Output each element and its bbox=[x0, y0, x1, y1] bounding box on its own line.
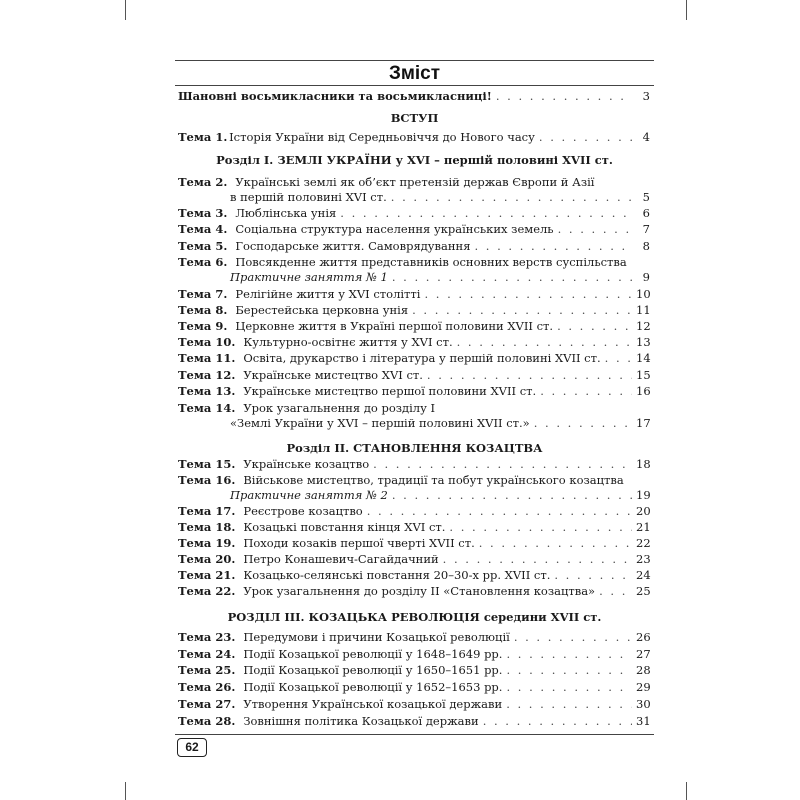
toc-entry: Тема 14. Урок узагальнення до розділу І bbox=[178, 401, 436, 415]
toc-entry: Тема 16. Військове мистецтво, традиції та побут українського козацтва bbox=[178, 473, 624, 487]
toc-entry: Тема 21. Козацько-селянські повстання 20–30-х рр. XVII ст. . . . 24 bbox=[178, 567, 650, 583]
toc-entry: Тема 19. Походи козаків першої чверті XVII ст. . . . 22 bbox=[178, 535, 650, 551]
toc-entry: Тема 10. Культурно-освітнє життя у XVI ст. . . . 13 bbox=[178, 334, 650, 350]
section-heading: РОЗДІЛ ІІІ. КОЗАЦЬКА РЕВОЛЮЦІЯ середини XVII ст. bbox=[227, 610, 602, 624]
page-title: Зміст bbox=[388, 63, 441, 84]
section-heading: Розділ І. ЗЕМЛІ УКРАЇНИ у XVI – першій половині XVII ст. bbox=[216, 153, 613, 167]
toc-entry-continued: «Землі України у XVI – першій половині XVII ст.» . . . 17 bbox=[178, 415, 650, 431]
top-rule bbox=[175, 60, 654, 61]
toc-entry: Тема 11. Освіта, друкарство і література у першій половині XVII ст. . . . 14 bbox=[178, 350, 650, 366]
toc-entry: Тема 23. Передумови і причини Козацької революції . . . 26 bbox=[178, 629, 650, 645]
crop-mark bbox=[125, 782, 126, 800]
toc-entry: Тема 3. Люблінська унія . . . 6 bbox=[178, 205, 650, 221]
bottom-rule bbox=[175, 734, 654, 735]
toc-entry: Тема 1. Історія України від Середньовіччя до Нового часу . . . 4 bbox=[178, 129, 650, 145]
toc-entry-continued: Практичне заняття № 1 . . . 9 bbox=[178, 269, 650, 285]
toc-entry: Тема 25. Події Козацької революції у 1650–1651 рр. . . . 28 bbox=[178, 662, 650, 678]
toc-entry: Тема 12. Українське мистецтво XVI ст. . . . 15 bbox=[178, 367, 650, 383]
toc-entry: Тема 28. Зовнішня політика Козацької держави . . . 31 bbox=[178, 713, 650, 729]
section-heading: ВСТУП bbox=[390, 111, 439, 125]
toc-entry: Тема 7. Релігійне життя у XVI столітті . . . 10 bbox=[178, 286, 650, 302]
crop-mark bbox=[125, 0, 126, 20]
crop-mark bbox=[686, 782, 687, 800]
toc-entry: Тема 5. Господарське життя. Самоврядування . . . 8 bbox=[178, 238, 650, 254]
crop-mark bbox=[686, 0, 687, 20]
toc-entry: Тема 22. Урок узагальнення до розділу ІІ «Становлення козацтва» . . . 25 bbox=[178, 583, 650, 599]
toc-entry: Тема 8. Берестейська церковна унія . . . 11 bbox=[178, 302, 650, 318]
toc-entry: Тема 15. Українське козацтво . . . 18 bbox=[178, 456, 650, 472]
page-number: 62 bbox=[177, 738, 207, 757]
title-rule bbox=[175, 85, 654, 86]
toc-entry: Тема 17. Реєстрове козацтво . . . 20 bbox=[178, 503, 650, 519]
toc-entry: Шановні восьмикласники та восьмикласниці! . . . 3 bbox=[178, 88, 650, 104]
toc-entry-continued: в першій половині XVI ст. . . . 5 bbox=[178, 189, 650, 205]
toc-entry: Тема 18. Козацькі повстання кінця XVI ст. . . . 21 bbox=[178, 519, 650, 535]
toc-entry: Тема 4. Соціальна структура населення українських земель . . . 7 bbox=[178, 221, 650, 237]
toc-entry: Тема 13. Українське мистецтво першої половини XVII ст. . . . 16 bbox=[178, 383, 650, 399]
toc-entry: Тема 24. Події Козацької революції у 1648–1649 рр. . . . 27 bbox=[178, 646, 650, 662]
toc-entry: Тема 9. Церковне життя в Україні першої половини XVII ст. . . . 12 bbox=[178, 318, 650, 334]
toc-entry: Тема 20. Петро Конашевич-Сагайдачний . . . 23 bbox=[178, 551, 650, 567]
toc-entry: Тема 2. Українські землі як об’єкт претензій держав Європи й Азії bbox=[178, 175, 595, 189]
toc-entry: Тема 26. Події Козацької революції у 1652–1653 рр. . . . 29 bbox=[178, 679, 650, 695]
toc-entry: Тема 6. Повсякденне життя представників основних верств суспільства bbox=[178, 255, 627, 269]
toc-entry-continued: Практичне заняття № 2 . . . 19 bbox=[178, 487, 650, 503]
section-heading: Розділ ІІ. СТАНОВЛЕННЯ КОЗАЦТВА bbox=[286, 441, 543, 455]
toc-entry: Тема 27. Утворення Української козацької держави . . . 30 bbox=[178, 696, 650, 712]
